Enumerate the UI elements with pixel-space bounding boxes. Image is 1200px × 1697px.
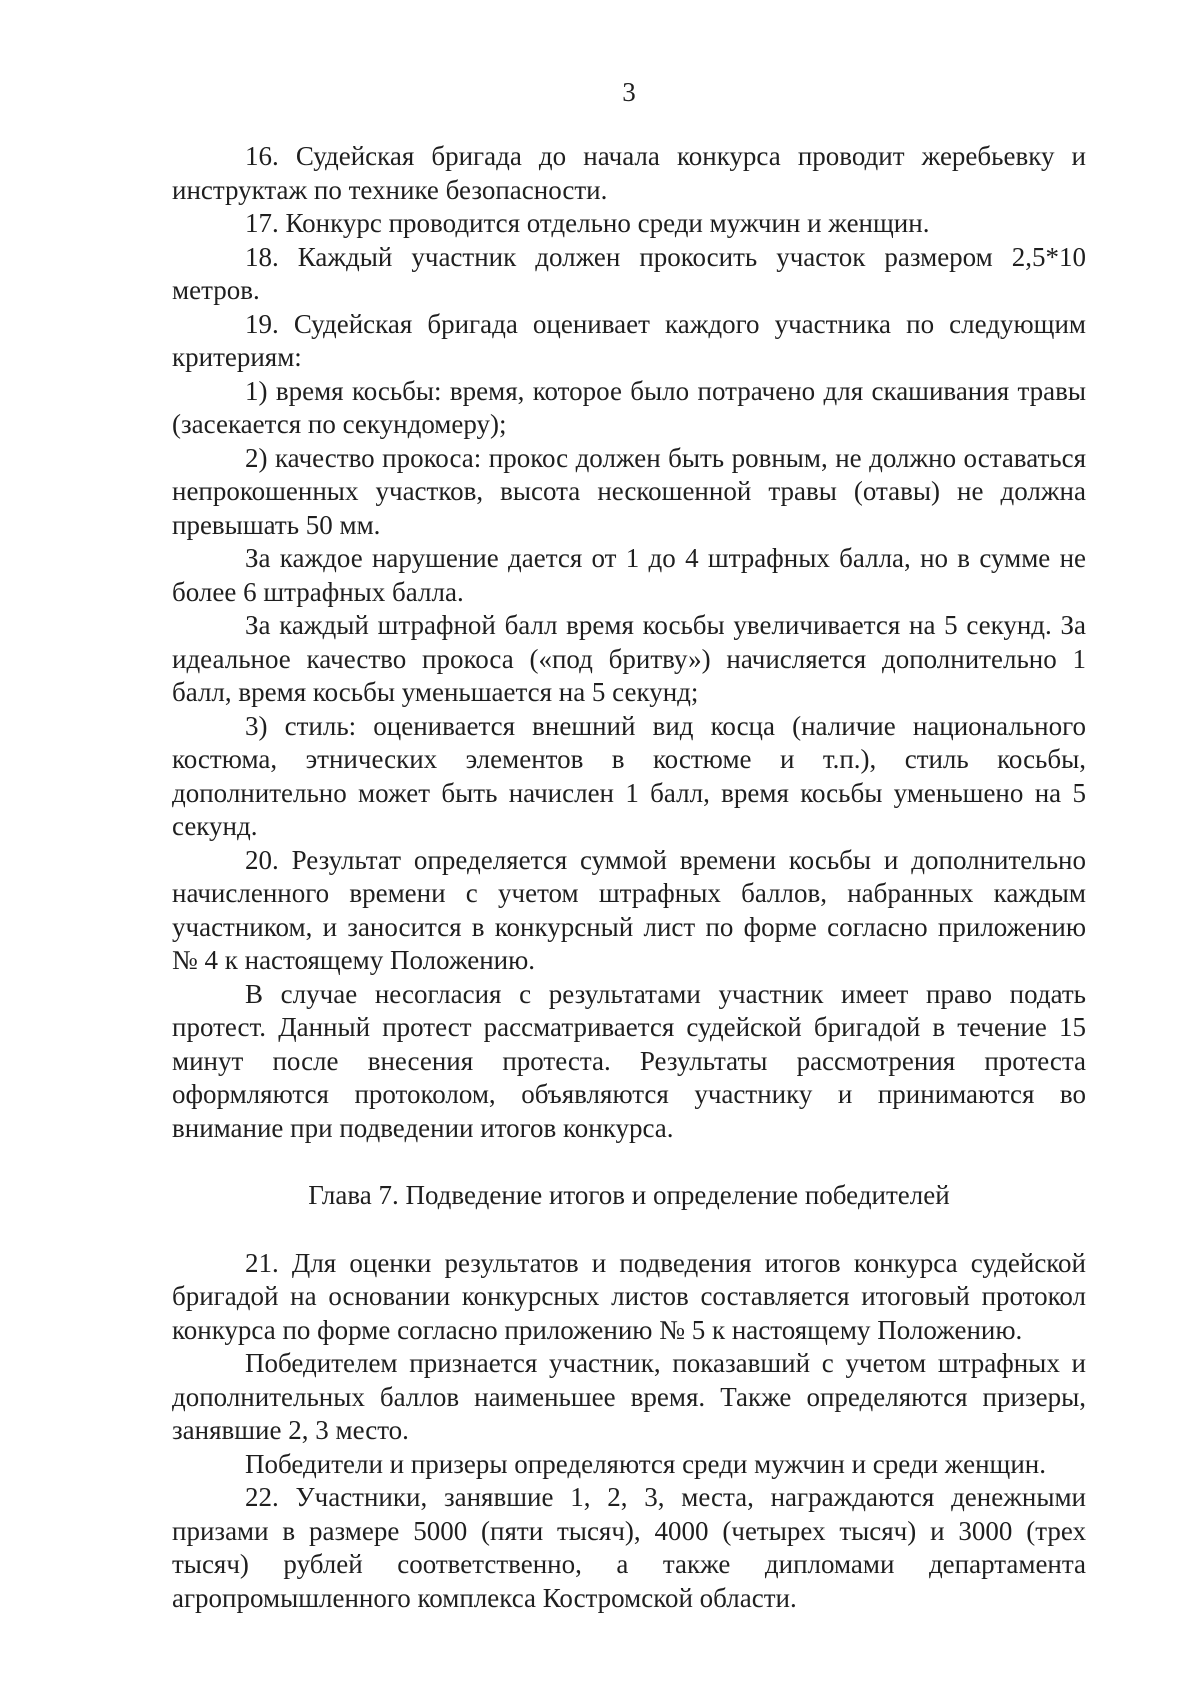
page-number: 3: [622, 77, 636, 107]
criterion-time: 1) время косьбы: время, которое было потрачено для скашивания травы (засекается по секундомеру);: [172, 375, 1086, 439]
paragraph-21: 21. Для оценки результатов и подведения итогов конкурса судейской бригадой на основании конкурсных листов составляется итоговый протокол конкурса по форме согласно приложению № 5 к настоящему Положению.: [172, 1247, 1086, 1345]
winners-gender-paragraph: Победители и призеры определяются среди мужчин и среди женщин.: [245, 1448, 1046, 1479]
document-page: [172, 0, 1086, 1697]
paragraph-16: 16. Судейская бригада до начала конкурса проводит жеребьевку и инструктаж по технике безопасности.: [172, 141, 1086, 205]
chapter-heading: Глава 7. Подведение итогов и определение победителей: [308, 1180, 950, 1210]
protest-paragraph: В случае несогласия с результатами участник имеет право подать протест. Данный протест рассматривается судейской бригадой в течение 15 минут после внесения протеста. Результаты рассмотрения протеста оформляются протоколом, объявляются участнику и принимаются во внимание при подведении итогов конкурса.: [172, 978, 1086, 1143]
paragraph-22: 22. Участники, занявшие 1, 2, 3, места, награждаются денежными призами в размере 5000 (пяти тысяч), 4000 (четырех тысяч) и 3000 (трех тысяч) рублей соответственно, а также дипломами департамента агропромышленного комплекса Костромской области.: [172, 1482, 1086, 1613]
paragraph-17: 17. Конкурс проводится отдельно среди мужчин и женщин.: [245, 208, 930, 238]
penalty-time-rule: За каждый штрафной балл время косьбы увеличивается на 5 секунд. За идеальное качество прокоса («под бритву») начисляется дополнительно 1 балл, время косьбы уменьшается на 5 секунд;: [172, 610, 1086, 707]
criterion-style: 3) стиль: оценивается внешний вид косца (наличие национального костюма, этнических элементов в костюме и т.п.), стиль косьбы, дополнительно может быть начислен 1 балл, время косьбы уменьшено на 5 секунд.: [172, 710, 1086, 841]
paragraph-18: 18. Каждый участник должен прокосить участок размером 2,5*10 метров.: [172, 241, 1086, 305]
criterion-quality: 2) качество прокоса: прокос должен быть ровным, не должно оставаться непрокошенных участков, высота нескошенной травы (отавы) не должна превышать 50 мм.: [172, 442, 1086, 540]
paragraph-20: 20. Результат определяется суммой времени косьбы и дополнительно начисленного времени с учетом штрафных баллов, набранных каждым участником, и заносится в конкурсный лист по форме согласно приложению № 4 к настоящему Положению.: [172, 844, 1086, 975]
paragraph-19: 19. Судейская бригада оценивает каждого участника по следующим критериям:: [172, 308, 1086, 372]
document-body: [172, 140, 1086, 1615]
penalty-rule: За каждое нарушение дается от 1 до 4 штрафных балла, но в сумме не более 6 штрафных балла.: [172, 543, 1086, 607]
winner-paragraph: Победителем признается участник, показавший с учетом штрафных и дополнительных баллов наименьшее время. Также определяются призеры, занявшие 2, 3 место.: [172, 1348, 1086, 1445]
